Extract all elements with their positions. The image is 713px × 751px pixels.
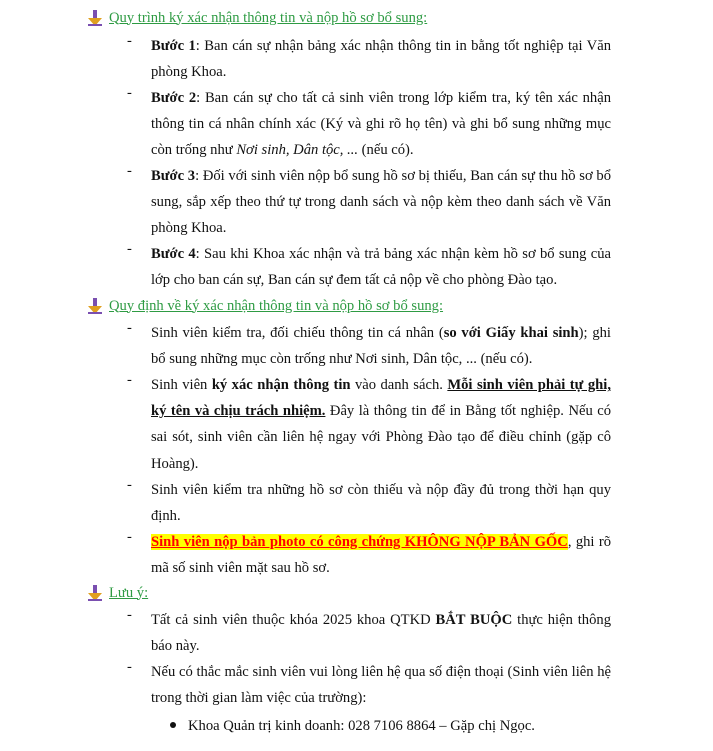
step-text: : Đối với sinh viên nộp bổ sung hồ sơ bị thiếu, Ban cán sự thu hồ sơ bổ sung, sắp xếp theo thứ tự trong danh sách và nộp kèm theo danh sách về Văn phòng Khoa.	[151, 168, 611, 237]
note-bold-text: BẮT BUỘC	[435, 612, 513, 628]
list-item-step-2	[127, 85, 611, 164]
list-item-rule-3	[127, 477, 611, 529]
list-item-note-1	[127, 607, 611, 659]
rule-text: ); ghi bổ sung những mục còn trống như Nơi sinh, Dân tộc, ... (nếu có).	[151, 325, 611, 368]
step-label: Bước 1	[151, 38, 196, 54]
section-heading-procedure	[86, 5, 427, 31]
contact-text: Khoa Quản trị kinh doanh: 028 7106 8864 – Gặp chị Ngọc.	[188, 718, 535, 734]
rule-text: vào danh sách.	[350, 377, 448, 393]
list-item-step-3	[127, 163, 611, 242]
rule-text: Sinh viên kiểm tra những hồ sơ còn thiếu và nộp đầy đủ trong thời hạn quy định.	[151, 482, 611, 525]
rule-text: Sinh viên kiểm tra, đối chiếu thông tin cá nhân (	[151, 325, 444, 341]
dash-marker: -	[127, 163, 132, 179]
list-item-rule-2	[127, 372, 611, 477]
arrow-down-bullet-icon	[86, 9, 104, 27]
dash-marker: -	[127, 659, 132, 675]
step-text: : Ban cán sự cho tất cả sinh viên trong lớp kiểm tra, ký tên xác nhận thông tin cá nhân chính xác (Ký và ghi rõ họ tên) và ghi bổ sung những mục còn trống như	[151, 90, 612, 159]
list-item-step-1	[127, 33, 611, 85]
section-heading-text: Quy trình ký xác nhận thông tin và nộp hồ sơ bổ sung:	[109, 9, 428, 26]
dash-marker: -	[127, 241, 132, 257]
step-text: : Ban cán sự nhận bảng xác nhận thông tin in bằng tốt nghiệp tại Văn phòng Khoa.	[151, 38, 611, 81]
round-bullet-icon	[170, 722, 176, 728]
section-heading-note	[86, 580, 148, 606]
dash-marker: -	[127, 33, 132, 49]
list-item-rule-1	[127, 320, 611, 372]
step-tail-text: (nếu có).	[358, 142, 414, 159]
note-text: Tất cả sinh viên thuộc khóa 2025 khoa QTKD	[151, 612, 436, 628]
step-label: Bước 3	[151, 168, 196, 184]
list-item-rule-4	[127, 529, 611, 581]
dash-marker: -	[127, 320, 132, 336]
rule-text: , ghi rõ mã số sinh viên mặt sau hồ sơ.	[151, 534, 611, 577]
rule-text: Đây là thông tin để in Bằng tốt nghiệp. Nếu có sai sót, sinh viên cần liên hệ ngay với Phòng Đào tạo để điều chỉnh (gặp cô Hoàng).	[151, 403, 612, 472]
rule-text: Sinh viên	[151, 377, 212, 393]
highlighted-warning-text: Sinh viên nộp bản photo có công chứng KHÔNG NỘP BẢN GỐC	[151, 534, 568, 550]
section-heading-regulation	[86, 293, 443, 319]
rule-bold-text: ký xác nhận thông tin	[211, 377, 351, 393]
list-item-note-2	[127, 659, 611, 711]
note-text: Nếu có thắc mắc sinh viên vui lòng liên hệ qua số điện thoại (Sinh viên liên hệ trong thời gian làm việc của trường):	[151, 664, 611, 707]
rule-bold-underlined-text: Mỗi sinh viên phải tự ghi, ký tên và chịu trách nhiệm.	[151, 377, 611, 420]
section-heading-text: Lưu ý:	[109, 584, 149, 601]
arrow-down-bullet-icon	[86, 584, 104, 602]
arrow-down-bullet-icon	[86, 297, 104, 315]
step-label: Bước 4	[151, 246, 196, 262]
dash-marker: -	[127, 85, 132, 101]
note-text: thực hiện thông báo này.	[151, 612, 611, 655]
step-text: : Sau khi Khoa xác nhận và trả bảng xác nhận kèm hồ sơ bổ sung của lớp cho ban cán sự, Ban cán sự đem tất cả nộp về cho phòng Đào tạo.	[151, 246, 611, 289]
step-label: Bước 2	[151, 90, 197, 106]
dash-marker: -	[127, 607, 132, 623]
dash-marker: -	[127, 372, 132, 388]
list-item-step-4	[127, 241, 611, 293]
step-italic-text: Nơi sinh, Dân tộc, ...	[236, 142, 359, 159]
rule-bold-text: so với Giấy khai sinh	[443, 325, 579, 341]
dash-marker: -	[127, 529, 132, 545]
section-heading-text: Quy định về ký xác nhận thông tin và nộp hồ sơ bổ sung:	[109, 297, 444, 314]
dash-marker: -	[127, 477, 132, 493]
list-item-contact	[170, 713, 610, 739]
